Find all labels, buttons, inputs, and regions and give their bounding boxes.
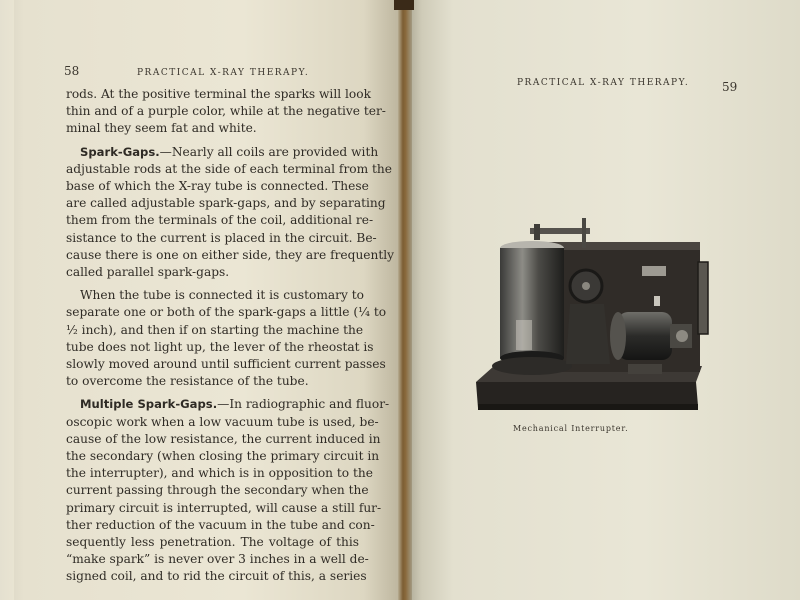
text-line	[66, 247, 395, 264]
line-text: base of which the X-ray tube is connected. These	[66, 179, 369, 194]
figure-caption: Mechanical Interrupter.	[513, 424, 629, 433]
text-line	[66, 568, 367, 585]
text-line	[66, 86, 371, 103]
text-line	[66, 178, 369, 195]
text-line	[66, 212, 374, 229]
line-text: current passing through the secondary when the	[66, 483, 369, 498]
line-text: oscopic work when a low vacuum tube is used, be-	[66, 414, 379, 429]
line-text: sequently less penetration. The voltage of this	[66, 535, 359, 550]
line-text: sistance to the current is placed in the circuit. Be-	[66, 230, 377, 245]
text-line	[66, 144, 379, 161]
line-text: —In radiographic and fluor-	[217, 397, 390, 412]
line-text: slowly moved around until sufficient current passes	[66, 357, 386, 372]
line-text: them from the terminals of the coil, additional re-	[66, 213, 374, 228]
line-text: adjustable rods at the side of each terminal from the	[66, 161, 392, 176]
left-running-head: PRACTICAL X-RAY THERAPY.	[137, 68, 310, 78]
line-text: minal they seem fat and white.	[66, 121, 257, 136]
text-line	[66, 551, 369, 568]
text-line	[66, 322, 364, 339]
text-line	[66, 103, 386, 120]
text-line	[66, 120, 359, 137]
paragraph-heading: Multiple Spark-Gaps.	[80, 397, 218, 412]
right-running-head: PRACTICAL X-RAY THERAPY.	[517, 78, 690, 88]
text-line	[66, 264, 359, 281]
text-line	[66, 396, 390, 413]
text-line	[66, 287, 364, 304]
paragraph-heading: Spark-Gaps.	[80, 144, 160, 159]
text-line	[66, 482, 369, 499]
text-line	[66, 500, 382, 517]
line-text: cause of the low resistance, the current induced in	[66, 431, 381, 446]
text-line	[66, 465, 373, 482]
line-text: the interrupter), and which is in opposition to the	[66, 466, 373, 481]
text-line	[66, 534, 359, 551]
text-line	[66, 414, 379, 431]
right-page-number: 59	[722, 80, 738, 94]
line-text: “make spark” is never over 3 inches in a well de-	[66, 552, 369, 567]
line-text: separate one or both of the spark-gaps a little (¼ to	[66, 305, 387, 320]
text-line	[66, 356, 386, 373]
line-text: —Nearly all coils are provided with	[159, 144, 379, 159]
book-gutter	[398, 0, 412, 600]
text-line	[66, 161, 392, 178]
text-line	[66, 431, 381, 448]
line-text: the secondary (when closing the primary circuit in	[66, 449, 380, 464]
text-line	[66, 304, 387, 321]
line-text: When the tube is connected it is customary to	[80, 288, 364, 303]
line-text: called parallel spark-gaps.	[66, 265, 230, 280]
line-text: cause there is one on either side, they are frequently	[66, 247, 395, 262]
text-line	[66, 339, 374, 356]
line-text: signed coil, and to rid the circuit of this, a series	[66, 569, 367, 584]
line-text: ther reduction of the vacuum in the tube and con-	[66, 517, 375, 532]
line-text: rods. At the positive terminal the sparks will look	[66, 87, 371, 101]
line-text: to overcome the resistance of the tube.	[66, 374, 309, 389]
binding-shadow	[394, 0, 414, 10]
text-line	[66, 195, 386, 212]
line-text: ½ inch), and then if on starting the machine the	[66, 322, 364, 337]
left-page-edge	[0, 0, 14, 600]
line-text: tube does not light up, the lever of the rheostat is	[66, 339, 374, 354]
line-text: primary circuit is interrupted, will cause a still fur-	[66, 500, 382, 515]
text-line	[66, 230, 377, 247]
text-line	[66, 448, 380, 465]
line-text: are called adjustable spark-gaps, and by separating	[66, 196, 386, 211]
text-line	[66, 517, 375, 534]
mechanical-interrupter-illustration	[470, 214, 720, 422]
line-text: thin and of a purple color, while at the negative ter-	[66, 104, 386, 119]
text-line	[66, 373, 359, 390]
left-page-number: 58	[64, 64, 80, 78]
left-page-body	[66, 86, 395, 586]
